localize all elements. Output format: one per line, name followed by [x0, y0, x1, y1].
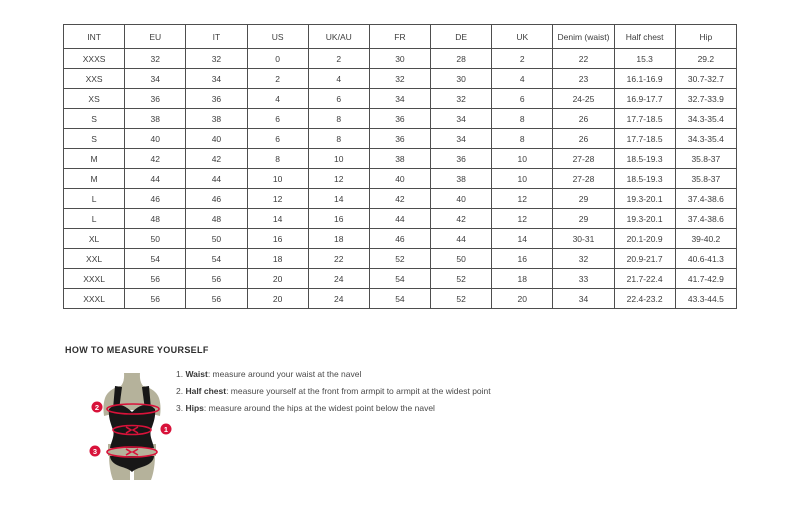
table-row	[64, 49, 737, 69]
table-cell: 40	[431, 189, 492, 209]
table-cell: 2	[492, 49, 553, 69]
table-cell: 8	[308, 129, 369, 149]
table-cell: 32	[369, 69, 430, 89]
size-chart-body	[64, 49, 737, 309]
table-cell: 10	[492, 149, 553, 169]
table-cell: 20.1-20.9	[614, 229, 675, 249]
badge-number-2: 2	[94, 402, 100, 412]
table-cell: 20	[247, 289, 308, 309]
table-cell: M	[64, 169, 125, 189]
table-cell: 54	[125, 249, 186, 269]
table-cell: 4	[308, 69, 369, 89]
table-cell: 34	[125, 69, 186, 89]
table-row	[64, 189, 737, 209]
table-cell: L	[64, 189, 125, 209]
table-cell: 2	[247, 69, 308, 89]
table-cell: 18.5-19.3	[614, 169, 675, 189]
table-cell: 29	[553, 189, 614, 209]
table-cell: 30	[431, 69, 492, 89]
table-cell: XL	[64, 229, 125, 249]
table-cell: 34.3-35.4	[675, 109, 736, 129]
table-cell: 38	[186, 109, 247, 129]
table-header-row	[64, 25, 737, 49]
table-cell: 32	[186, 49, 247, 69]
table-cell: 8	[247, 149, 308, 169]
table-cell: XXL	[64, 249, 125, 269]
table-cell: 8	[308, 109, 369, 129]
table-cell: 30-31	[553, 229, 614, 249]
table-cell: 16	[247, 229, 308, 249]
table-cell: 28	[431, 49, 492, 69]
table-cell: 29	[553, 209, 614, 229]
table-cell: 24	[308, 269, 369, 289]
step-description: : measure around your waist at the navel	[207, 369, 362, 379]
table-cell: 42	[186, 149, 247, 169]
table-cell: 32	[431, 89, 492, 109]
table-cell: 26	[553, 109, 614, 129]
table-cell: 16	[308, 209, 369, 229]
table-cell: 30.7-32.7	[675, 69, 736, 89]
table-cell: 50	[431, 249, 492, 269]
table-cell: 12	[247, 189, 308, 209]
table-cell: 40.6-41.3	[675, 249, 736, 269]
table-cell: 29.2	[675, 49, 736, 69]
table-cell: 52	[369, 249, 430, 269]
table-cell: 18.5-19.3	[614, 149, 675, 169]
table-cell: 20	[492, 289, 553, 309]
table-row	[64, 229, 737, 249]
table-header-cell: IT	[186, 25, 247, 49]
table-cell: 43.3-44.5	[675, 289, 736, 309]
table-cell: 48	[186, 209, 247, 229]
table-cell: 22.4-23.2	[614, 289, 675, 309]
table-header-cell: EU	[125, 25, 186, 49]
measure-section-heading: HOW TO MEASURE YOURSELF	[65, 345, 209, 355]
table-cell: 52	[431, 289, 492, 309]
table-cell: 23	[553, 69, 614, 89]
table-cell: 50	[186, 229, 247, 249]
table-cell: 36	[186, 89, 247, 109]
table-cell: 20	[247, 269, 308, 289]
table-cell: 50	[125, 229, 186, 249]
table-row	[64, 89, 737, 109]
table-cell: 32	[125, 49, 186, 69]
table-cell: 20.9-21.7	[614, 249, 675, 269]
measure-steps-list	[176, 369, 491, 420]
table-cell: 16.9-17.7	[614, 89, 675, 109]
table-cell: 6	[492, 89, 553, 109]
table-cell: 44	[369, 209, 430, 229]
table-cell: 56	[125, 289, 186, 309]
step-description: : measure yourself at the front from armpit to armpit at the widest point	[226, 386, 491, 396]
table-header-cell: INT	[64, 25, 125, 49]
table-cell: 42	[431, 209, 492, 229]
table-cell: 19.3-20.1	[614, 209, 675, 229]
table-cell: 19.3-20.1	[614, 189, 675, 209]
table-header-cell: Half chest	[614, 25, 675, 49]
table-cell: 38	[431, 169, 492, 189]
table-cell: 36	[125, 89, 186, 109]
table-cell: 40	[369, 169, 430, 189]
table-header-cell: UK/AU	[308, 25, 369, 49]
table-cell: 14	[492, 229, 553, 249]
table-cell: L	[64, 209, 125, 229]
badge-number-1: 1	[163, 424, 169, 434]
table-row	[64, 129, 737, 149]
table-cell: 24-25	[553, 89, 614, 109]
table-cell: 38	[369, 149, 430, 169]
table-cell: 37.4-38.6	[675, 189, 736, 209]
table-cell: 6	[247, 109, 308, 129]
table-row	[64, 249, 737, 269]
table-cell: 4	[247, 89, 308, 109]
table-cell: 37.4-38.6	[675, 209, 736, 229]
table-cell: 16	[492, 249, 553, 269]
table-cell: M	[64, 149, 125, 169]
table-cell: 40	[186, 129, 247, 149]
table-cell: 32.7-33.9	[675, 89, 736, 109]
table-cell: 54	[369, 269, 430, 289]
table-cell: 56	[125, 269, 186, 289]
table-cell: 34	[431, 109, 492, 129]
table-row	[64, 169, 737, 189]
table-cell: 17.7-18.5	[614, 129, 675, 149]
table-cell: 24	[308, 289, 369, 309]
table-cell: 4	[492, 69, 553, 89]
table-cell: 38	[125, 109, 186, 129]
table-cell: 35.8-37	[675, 149, 736, 169]
step-term: Waist	[185, 369, 208, 379]
table-row	[64, 289, 737, 309]
table-cell: 42	[369, 189, 430, 209]
table-cell: 36	[369, 129, 430, 149]
table-cell: 46	[369, 229, 430, 249]
table-cell: 15.3	[614, 49, 675, 69]
table-cell: 22	[308, 249, 369, 269]
table-cell: 22	[553, 49, 614, 69]
table-cell: 41.7-42.9	[675, 269, 736, 289]
table-header-cell: Hip	[675, 25, 736, 49]
table-cell: 36	[431, 149, 492, 169]
table-cell: 17.7-18.5	[614, 109, 675, 129]
table-cell: 12	[492, 209, 553, 229]
step-number: 2.	[176, 386, 186, 396]
table-cell: 46	[125, 189, 186, 209]
table-cell: 48	[125, 209, 186, 229]
table-cell: 27-28	[553, 169, 614, 189]
table-cell: 10	[247, 169, 308, 189]
table-cell: 44	[186, 169, 247, 189]
table-header-cell: DE	[431, 25, 492, 49]
table-header-cell: Denim (waist)	[553, 25, 614, 49]
table-cell: 18	[492, 269, 553, 289]
size-chart-table	[63, 24, 737, 309]
table-cell: 42	[125, 149, 186, 169]
table-cell: 0	[247, 49, 308, 69]
table-cell: 8	[492, 129, 553, 149]
table-cell: 52	[431, 269, 492, 289]
table-cell: XS	[64, 89, 125, 109]
table-header-cell: UK	[492, 25, 553, 49]
table-cell: 6	[308, 89, 369, 109]
mannequin-illustration-icon	[84, 372, 180, 482]
table-cell: 44	[125, 169, 186, 189]
table-cell: 54	[186, 249, 247, 269]
step-number: 1.	[176, 369, 186, 379]
table-cell: 56	[186, 269, 247, 289]
table-cell: 34	[553, 289, 614, 309]
table-cell: 32	[553, 249, 614, 269]
table-cell: 21.7-22.4	[614, 269, 675, 289]
table-cell: 34	[431, 129, 492, 149]
table-cell: XXXL	[64, 269, 125, 289]
table-cell: 36	[369, 109, 430, 129]
table-cell: 18	[247, 249, 308, 269]
size-chart-header	[64, 25, 737, 49]
table-cell: XXXL	[64, 289, 125, 309]
table-cell: 10	[492, 169, 553, 189]
table-cell: 34	[369, 89, 430, 109]
table-cell: 54	[369, 289, 430, 309]
body-measurement-figure	[84, 372, 180, 482]
table-cell: 16.1-16.9	[614, 69, 675, 89]
table-cell: 30	[369, 49, 430, 69]
table-cell: S	[64, 109, 125, 129]
table-cell: 18	[308, 229, 369, 249]
badge-number-3: 3	[92, 446, 98, 456]
table-cell: 34.3-35.4	[675, 129, 736, 149]
table-cell: 27-28	[553, 149, 614, 169]
table-cell: 14	[308, 189, 369, 209]
table-cell: 35.8-37	[675, 169, 736, 189]
table-header-cell: FR	[369, 25, 430, 49]
step-description: : measure around the hips at the widest point below the navel	[203, 403, 435, 413]
table-row	[64, 269, 737, 289]
table-cell: 14	[247, 209, 308, 229]
measure-step	[176, 369, 491, 379]
table-cell: 10	[308, 149, 369, 169]
step-term: Hips	[185, 403, 204, 413]
step-term: Half chest	[185, 386, 227, 396]
table-cell: 39-40.2	[675, 229, 736, 249]
table-row	[64, 69, 737, 89]
table-cell: S	[64, 129, 125, 149]
table-cell: XXXS	[64, 49, 125, 69]
table-cell: 40	[125, 129, 186, 149]
table-cell: 2	[308, 49, 369, 69]
table-cell: XXS	[64, 69, 125, 89]
table-row	[64, 209, 737, 229]
table-cell: 26	[553, 129, 614, 149]
table-cell: 56	[186, 289, 247, 309]
table-cell: 46	[186, 189, 247, 209]
table-cell: 44	[431, 229, 492, 249]
table-row	[64, 149, 737, 169]
table-cell: 6	[247, 129, 308, 149]
table-header-cell: US	[247, 25, 308, 49]
table-row	[64, 109, 737, 129]
step-number: 3.	[176, 403, 186, 413]
measure-step	[176, 386, 491, 396]
table-cell: 34	[186, 69, 247, 89]
measure-step	[176, 403, 491, 413]
table-cell: 33	[553, 269, 614, 289]
table-cell: 12	[308, 169, 369, 189]
table-cell: 8	[492, 109, 553, 129]
table-cell: 12	[492, 189, 553, 209]
